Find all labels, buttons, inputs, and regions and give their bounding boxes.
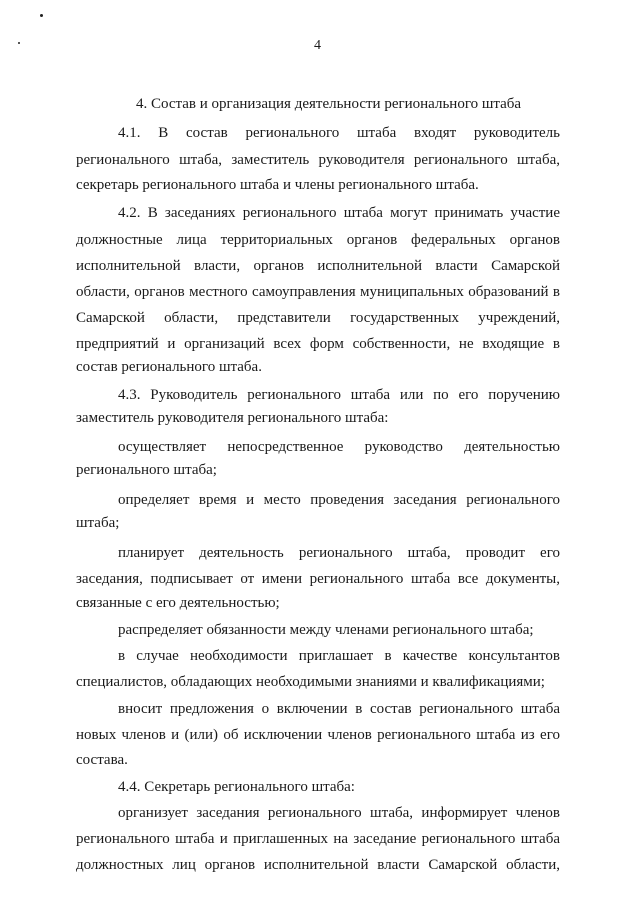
text-line: регионального штаба и приглашенных на заседание регионального штаба bbox=[76, 831, 560, 847]
text-line: новых членов и (или) об исключении членов регионального штаба из его bbox=[76, 727, 560, 743]
text-line: регионального штаба, заместитель руководителя регионального штаба, bbox=[76, 152, 560, 168]
text-line: специалистов, обладающих необходимыми знаниями и квалификациями; bbox=[76, 674, 545, 690]
section-heading: 4. Состав и организация деятельности регионального штаба bbox=[136, 96, 522, 112]
text-line: Самарской области, представители государственных учреждений, bbox=[76, 310, 560, 326]
text-line: определяет время и место проведения заседания регионального bbox=[118, 492, 560, 508]
text-line: регионального штаба; bbox=[76, 462, 217, 478]
text-line: секретарь регионального штаба и члены регионального штаба. bbox=[76, 177, 479, 193]
text-line: 4.4. Секретарь регионального штаба: bbox=[118, 779, 355, 795]
text-line: планирует деятельность регионального штаба, проводит его bbox=[118, 545, 560, 561]
text-line: распределяет обязанности между членами регионального штаба; bbox=[118, 622, 534, 638]
text-line: организует заседания регионального штаба, информирует членов bbox=[118, 805, 560, 821]
text-line: заместитель руководителя регионального штаба: bbox=[76, 410, 389, 426]
text-line: 4.1. В состав регионального штаба входят руководитель bbox=[118, 125, 560, 141]
text-line: области, органов местного самоуправления муниципальных образований в bbox=[76, 284, 560, 300]
text-line: должностных лиц органов исполнительной власти Самарской области, bbox=[76, 857, 560, 873]
text-line: заседания, подписывает от имени регионального штаба все документы, bbox=[76, 571, 560, 587]
page-number: 4 bbox=[314, 38, 321, 53]
text-line: состав регионального штаба. bbox=[76, 359, 262, 375]
text-line: в случае необходимости приглашает в качестве консультантов bbox=[118, 648, 560, 664]
text-line: осуществляет непосредственное руководство деятельностью bbox=[118, 439, 560, 455]
scan-speck bbox=[40, 14, 43, 17]
text-line: вносит предложения о включении в состав регионального штаба bbox=[118, 701, 560, 717]
text-line: связанные с его деятельностью; bbox=[76, 595, 280, 611]
text-line: состава. bbox=[76, 752, 128, 768]
text-line: 4.2. В заседаниях регионального штаба могут принимать участие bbox=[118, 205, 560, 221]
text-line: должностные лица территориальных органов федеральных органов bbox=[76, 232, 560, 248]
text-line: предприятий и организаций всех форм собственности, не входящие в bbox=[76, 336, 560, 352]
text-line: исполнительной власти, органов исполнительной власти Самарской bbox=[76, 258, 560, 274]
text-line: 4.3. Руководитель регионального штаба или по его поручению bbox=[118, 387, 560, 403]
text-line: штаба; bbox=[76, 515, 120, 531]
